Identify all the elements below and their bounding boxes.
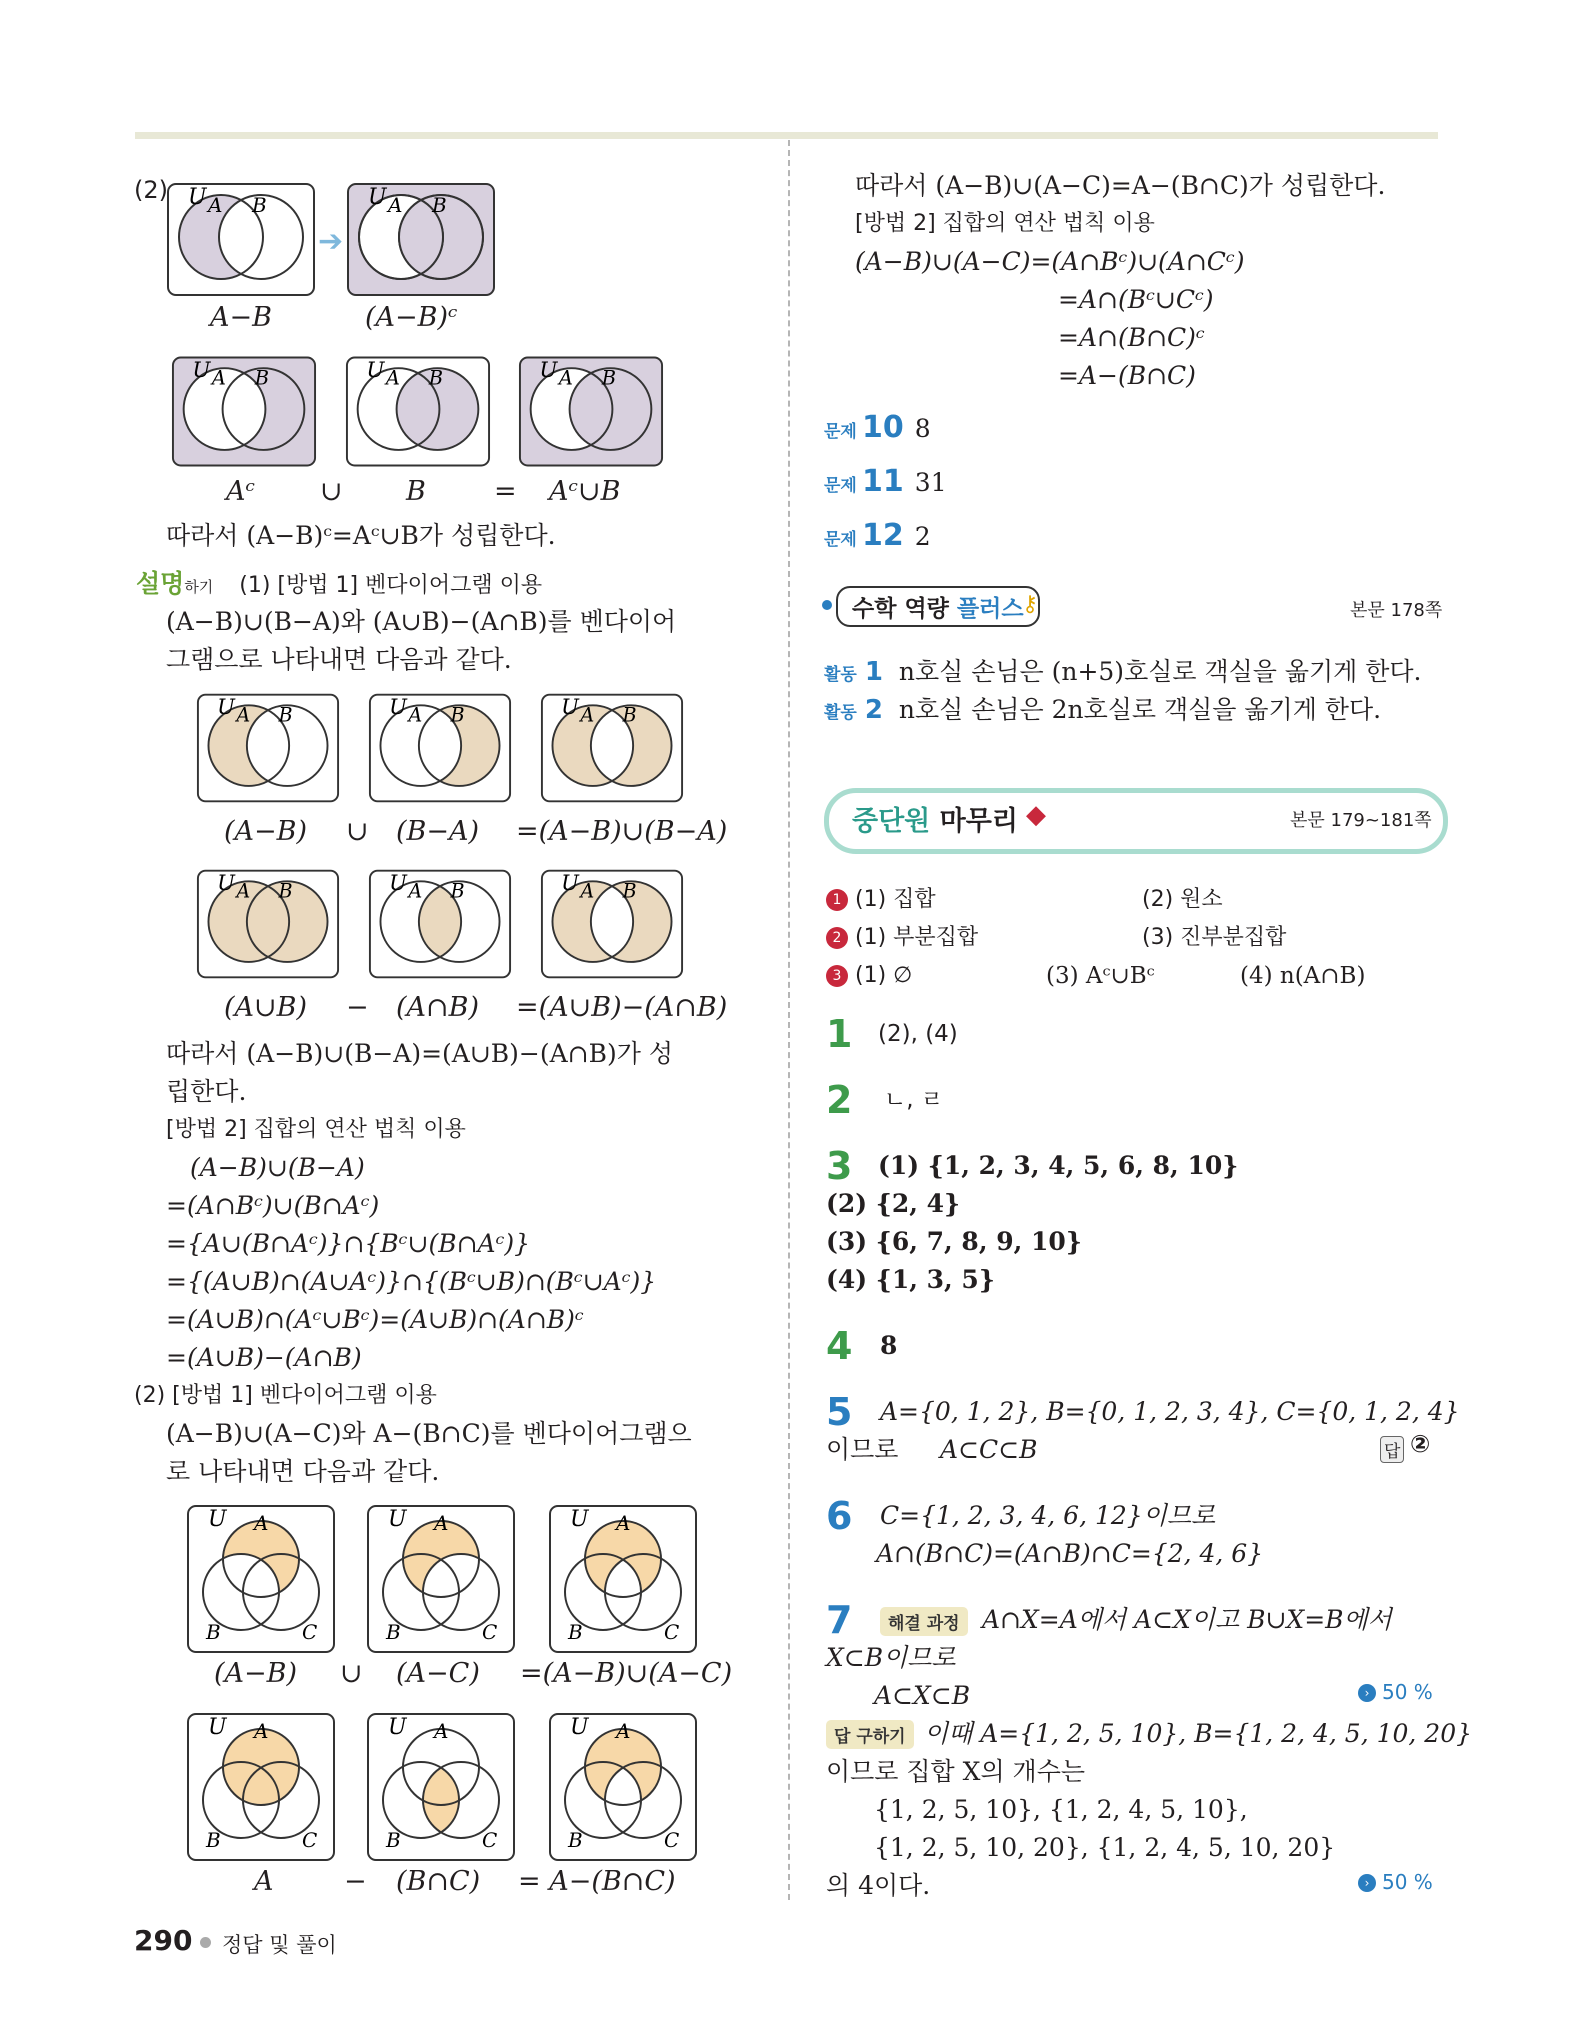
venn3-a-minus-b xyxy=(186,1504,336,1654)
problem-tag: 문제 xyxy=(824,530,857,550)
svg-text:A: A xyxy=(254,1511,269,1535)
problem-tag: 문제 xyxy=(824,476,857,496)
concept-a: (1) 집합 xyxy=(855,887,936,912)
math-plus-heading xyxy=(836,586,1040,627)
concept-1b: (2) 원소 xyxy=(1142,887,1223,912)
explain-tag-small: 하기 xyxy=(184,578,214,596)
method2-line: =(A∪B)∩(Aᶜ∪Bᶜ)=(A∪B)∩(A∩B)ᶜ xyxy=(166,1305,584,1334)
svg-text:A: A xyxy=(580,879,595,903)
problem-number: 11 xyxy=(861,464,904,499)
svg-text:U: U xyxy=(389,869,407,895)
concept-2 xyxy=(826,920,978,956)
activity-1 xyxy=(824,654,1422,693)
venn-a-complement-union-b xyxy=(518,355,664,468)
concept-a: (1) ∅ xyxy=(855,963,913,988)
header-rule xyxy=(135,132,1438,139)
q1-answer: (2), (4) xyxy=(878,1021,958,1047)
activity-number: 1 xyxy=(864,657,883,687)
q7-line-5: 이므로 집합 X의 개수는 xyxy=(826,1757,1085,1786)
method2-line: ={(A∪B)∩(A∪Aᶜ)}∩{(Bᶜ∪B)∩(Bᶜ∪Aᶜ)} xyxy=(166,1267,657,1296)
right-method2-line: =A−(B∩C) xyxy=(1058,361,1196,390)
svg-text:C: C xyxy=(664,1828,680,1852)
review-page: 본문 179~181쪽 xyxy=(1290,810,1432,831)
svg-text:U: U xyxy=(388,1715,407,1740)
svg-text:A: A xyxy=(254,1719,269,1743)
svg-text:B: B xyxy=(428,366,444,390)
venn-a-minus-b-tan xyxy=(196,692,340,804)
svg-text:B: B xyxy=(432,193,447,217)
caption: ∪ xyxy=(320,476,343,507)
caption: (A∩B) xyxy=(396,992,480,1023)
svg-text:A: A xyxy=(236,703,251,727)
caption: − xyxy=(346,992,369,1023)
caption: = A−(B∩C) xyxy=(518,1866,676,1897)
number-badge: 2 xyxy=(826,927,848,949)
venn3-a xyxy=(186,1712,336,1862)
svg-text:B: B xyxy=(622,879,637,903)
svg-text:B: B xyxy=(278,879,293,903)
activity-tag: 활동 xyxy=(824,703,857,723)
q5-answer: ② xyxy=(1410,1430,1431,1458)
svg-text:A: A xyxy=(208,193,223,217)
question-number: 1 xyxy=(826,1012,853,1056)
svg-text:U: U xyxy=(570,1715,589,1740)
caption: Aᶜ∪B xyxy=(549,476,621,507)
method2-line: =(A∩Bᶜ)∪(B∩Aᶜ) xyxy=(166,1191,380,1220)
venn-a-intersect-b-tan xyxy=(368,868,512,980)
method2-line: (A−B)∪(B−A) xyxy=(190,1153,365,1182)
score-percent: 50 % xyxy=(1382,1680,1433,1704)
svg-text:A: A xyxy=(236,879,251,903)
svg-text:B: B xyxy=(450,879,465,903)
explain-line-2: 그램으로 나타내면 다음과 같다. xyxy=(166,645,512,674)
svg-text:C: C xyxy=(482,1620,498,1644)
number-badge: 1 xyxy=(826,889,848,911)
review-title-b: 마무리 xyxy=(930,806,1018,837)
svg-text:U: U xyxy=(217,693,235,719)
svg-text:U: U xyxy=(208,1715,227,1740)
question-number: 4 xyxy=(826,1324,853,1368)
problem-12 xyxy=(824,518,931,555)
problem-11 xyxy=(824,464,947,501)
svg-text:B: B xyxy=(206,1828,221,1852)
svg-text:B: B xyxy=(386,1620,401,1644)
svg-text:U: U xyxy=(188,185,207,210)
svg-text:U: U xyxy=(388,1507,407,1532)
venn-symmetric-diff-tan xyxy=(540,692,684,804)
key-icon: ⚷ xyxy=(1022,592,1039,617)
caption: =(A−B)∪(B−A) xyxy=(516,816,728,847)
svg-text:B: B xyxy=(568,1620,583,1644)
caption: B xyxy=(406,476,426,507)
caption: (A−B)ᶜ xyxy=(365,302,458,333)
svg-text:U: U xyxy=(570,1507,589,1532)
svg-text:B: B xyxy=(622,703,637,727)
venn-a-minus-b-complement xyxy=(346,182,496,297)
venn-a-union-b-tan xyxy=(196,868,340,980)
q7-line-6: {1, 2, 5, 10}, {1, 2, 4, 5, 10}, xyxy=(874,1795,1248,1824)
part2-heading: (2) [방법 1] 벤다이어그램 이용 xyxy=(134,1383,437,1408)
q7-line-3: A⊂X⊂B xyxy=(874,1681,971,1710)
svg-text:U: U xyxy=(539,357,558,383)
explain-heading xyxy=(136,566,542,605)
right-method2-line: (A−B)∪(A−C)=(A∩Bᶜ)∪(A∩Cᶜ) xyxy=(855,247,1245,276)
review-title xyxy=(852,799,1018,838)
venn-b xyxy=(345,355,491,468)
svg-text:A: A xyxy=(558,366,573,390)
caption: (B−A) xyxy=(396,816,480,847)
svg-text:B: B xyxy=(601,366,617,390)
method2-line: ={A∪(B∩Aᶜ)}∩{Bᶜ∪(B∩Aᶜ)} xyxy=(166,1229,531,1258)
svg-text:U: U xyxy=(217,869,235,895)
caption: A−B xyxy=(210,302,272,333)
problem-answer: 2 xyxy=(914,522,931,551)
svg-text:B: B xyxy=(568,1828,583,1852)
venn-a-complement xyxy=(171,355,317,468)
venn3-a-minus-c xyxy=(366,1504,516,1654)
score-percent: 50 % xyxy=(1382,1870,1433,1894)
q7-line-4: 이때 A={1, 2, 5, 10}, B={1, 2, 4, 5, 10, 20} xyxy=(924,1719,1473,1748)
problem-number: 12 xyxy=(861,518,904,553)
chevron-right-icon: › xyxy=(1358,1684,1376,1702)
caption: A xyxy=(254,1866,274,1897)
svg-text:C: C xyxy=(664,1620,680,1644)
svg-text:A: A xyxy=(434,1511,449,1535)
q5-line-2b: A⊂C⊂B xyxy=(940,1435,1038,1464)
part-2-label: (2) xyxy=(134,176,168,204)
explain-tag: 설명 xyxy=(136,569,185,598)
svg-text:A: A xyxy=(211,366,226,390)
svg-text:B: B xyxy=(206,1620,221,1644)
caption: (A∪B) xyxy=(224,992,308,1023)
q7-line-7: {1, 2, 5, 10, 20}, {1, 2, 4, 5, 10, 20} xyxy=(874,1833,1336,1862)
method2-heading: [방법 2] 집합의 연산 법칙 이용 xyxy=(166,1117,466,1142)
svg-text:B: B xyxy=(254,366,270,390)
venn-b-minus-a-tan xyxy=(368,692,512,804)
svg-text:U: U xyxy=(192,357,211,383)
method2-line: =(A∪B)−(A∩B) xyxy=(166,1343,362,1372)
math-plus-title-b: 플러스 xyxy=(956,596,1024,622)
q3-line: (3) {6, 7, 8, 9, 10} xyxy=(826,1227,1082,1256)
q7-line-1: A∩X=A에서 A⊂X이고 B∪X=B에서 xyxy=(982,1605,1392,1634)
svg-text:B: B xyxy=(450,703,465,727)
right-method2-line: =A∩(B∩C)ᶜ xyxy=(1058,323,1205,352)
activity-2 xyxy=(824,692,1381,731)
q5-line-2a: 이므로 xyxy=(826,1435,899,1464)
answer-tag: 답 xyxy=(1380,1436,1404,1463)
svg-text:C: C xyxy=(302,1828,318,1852)
problem-tag: 문제 xyxy=(824,422,857,442)
svg-text:U: U xyxy=(366,357,385,383)
svg-text:B: B xyxy=(252,193,267,217)
problem-answer: 8 xyxy=(914,414,931,443)
concept-3b: (3) Aᶜ∪Bᶜ xyxy=(1046,963,1155,989)
explain-line-1: (A−B)∪(B−A)와 (A∪B)−(A∩B)를 벤다이어 xyxy=(166,607,677,636)
venn-union-minus-intersect-tan xyxy=(540,868,684,980)
caption: =(A∪B)−(A∩B) xyxy=(516,992,728,1023)
solve-process-tag: 해결 과정 xyxy=(880,1607,968,1636)
svg-text:A: A xyxy=(580,703,595,727)
right-method2-line: =A∩(Bᶜ∪Cᶜ) xyxy=(1058,285,1214,314)
question-number: 7 xyxy=(826,1598,853,1642)
concept-3 xyxy=(826,958,912,994)
svg-text:B: B xyxy=(278,703,293,727)
activity-tag: 활동 xyxy=(824,665,857,685)
math-plus-page: 본문 178쪽 xyxy=(1350,600,1443,621)
svg-text:C: C xyxy=(482,1828,498,1852)
svg-text:U: U xyxy=(561,693,579,719)
part2-line-2: 로 나타내면 다음과 같다. xyxy=(166,1457,440,1486)
activity-text: n호실 손님은 (n+5)호실로 객실을 옮기게 한다. xyxy=(898,657,1422,686)
svg-text:U: U xyxy=(368,185,387,210)
svg-text:C: C xyxy=(302,1620,318,1644)
caption: ∪ xyxy=(340,1658,363,1689)
get-answer-tag: 답 구하기 xyxy=(826,1720,914,1749)
footer-dot xyxy=(200,1937,211,1948)
concept-2b: (3) 진부분집합 xyxy=(1142,925,1287,950)
venn3-b-intersect-c xyxy=(366,1712,516,1862)
problem-10 xyxy=(824,410,931,447)
arrow-right-icon: ➔ xyxy=(318,224,344,259)
caption: (A−B) xyxy=(214,1658,298,1689)
q3-line: (4) {1, 3, 5} xyxy=(826,1265,995,1294)
question-number: 2 xyxy=(826,1078,853,1122)
review-title-a: 중단원 xyxy=(852,806,931,837)
q7-line-2: X⊂B이므로 xyxy=(826,1643,956,1672)
svg-text:U: U xyxy=(561,869,579,895)
svg-text:A: A xyxy=(385,366,400,390)
explain-head: (1) [방법 1] 벤다이어그램 이용 xyxy=(239,573,543,598)
activity-text: n호실 손님은 2n호실로 객실을 옮기게 한다. xyxy=(898,695,1382,724)
q6-line-1: C={1, 2, 3, 4, 6, 12}이므로 xyxy=(880,1501,1216,1530)
caption: =(A−B)∪(A−C) xyxy=(520,1658,733,1689)
conclusion-1: 따라서 (A−B)ᶜ=Aᶜ∪B가 성립한다. xyxy=(166,521,556,550)
svg-text:A: A xyxy=(616,1511,631,1535)
caption: (B∩C) xyxy=(396,1866,481,1897)
caption: = xyxy=(494,476,517,507)
svg-text:A: A xyxy=(388,193,403,217)
cube-icon: ◆ xyxy=(1026,800,1046,830)
activity-number: 2 xyxy=(864,695,883,725)
problem-number: 10 xyxy=(861,410,904,445)
svg-text:A: A xyxy=(616,1719,631,1743)
venn-a-minus-b xyxy=(166,182,316,297)
q3-line: (1) {1, 2, 3, 4, 5, 6, 8, 10} xyxy=(878,1151,1239,1180)
q6-line-2: A∩(B∩C)=(A∩B)∩C={2, 4, 6} xyxy=(876,1539,1264,1568)
concept-1 xyxy=(826,882,936,918)
svg-text:U: U xyxy=(389,693,407,719)
caption: (A−B) xyxy=(224,816,308,847)
problem-answer: 31 xyxy=(914,468,947,497)
footer-label: 정답 및 풀이 xyxy=(222,1933,337,1957)
question-number: 6 xyxy=(826,1494,853,1538)
concept-a: (1) 부분집합 xyxy=(855,925,979,950)
caption: Aᶜ xyxy=(226,476,256,507)
chevron-right-icon: › xyxy=(1358,1874,1376,1892)
svg-text:A: A xyxy=(434,1719,449,1743)
right-top-line: 따라서 (A−B)∪(A−C)=A−(B∩C)가 성립한다. xyxy=(855,171,1386,200)
svg-text:U: U xyxy=(208,1507,227,1532)
svg-text:A: A xyxy=(408,703,423,727)
q4-answer: 8 xyxy=(880,1331,898,1360)
svg-text:A: A xyxy=(408,879,423,903)
number-badge: 3 xyxy=(826,965,848,987)
q3-line: (2) {2, 4} xyxy=(826,1189,961,1218)
part2-line-1: (A−B)∪(A−C)와 A−(B∩C)를 벤다이어그램으 xyxy=(166,1419,692,1448)
concept-3c: (4) n(A∩B) xyxy=(1240,963,1366,989)
venn3-a-minus-bc xyxy=(548,1712,698,1862)
right-method2-heading: [방법 2] 집합의 연산 법칙 이용 xyxy=(855,211,1155,236)
caption: − xyxy=(344,1866,367,1897)
question-number: 5 xyxy=(826,1390,853,1434)
caption: (A−C) xyxy=(396,1658,480,1689)
column-divider xyxy=(788,140,790,1900)
caption: ∪ xyxy=(346,816,369,847)
q7-line-8: 의 4이다. xyxy=(826,1871,931,1900)
page-number: 290 xyxy=(134,1924,193,1957)
question-number: 3 xyxy=(826,1144,853,1188)
math-plus-title-a: 수학 역량 xyxy=(852,596,957,622)
q2-answer: ㄴ, ㄹ xyxy=(884,1087,944,1113)
bullet-dot xyxy=(822,600,832,610)
conclusion-2-line-1: 따라서 (A−B)∪(B−A)=(A∪B)−(A∩B)가 성 xyxy=(166,1039,674,1068)
venn3-union xyxy=(548,1504,698,1654)
conclusion-2-line-2: 립한다. xyxy=(166,1077,247,1106)
svg-text:B: B xyxy=(386,1828,401,1852)
q5-line-1: A={0, 1, 2}, B={0, 1, 2, 3, 4}, C={0, 1, 2, 4} xyxy=(880,1397,1460,1426)
